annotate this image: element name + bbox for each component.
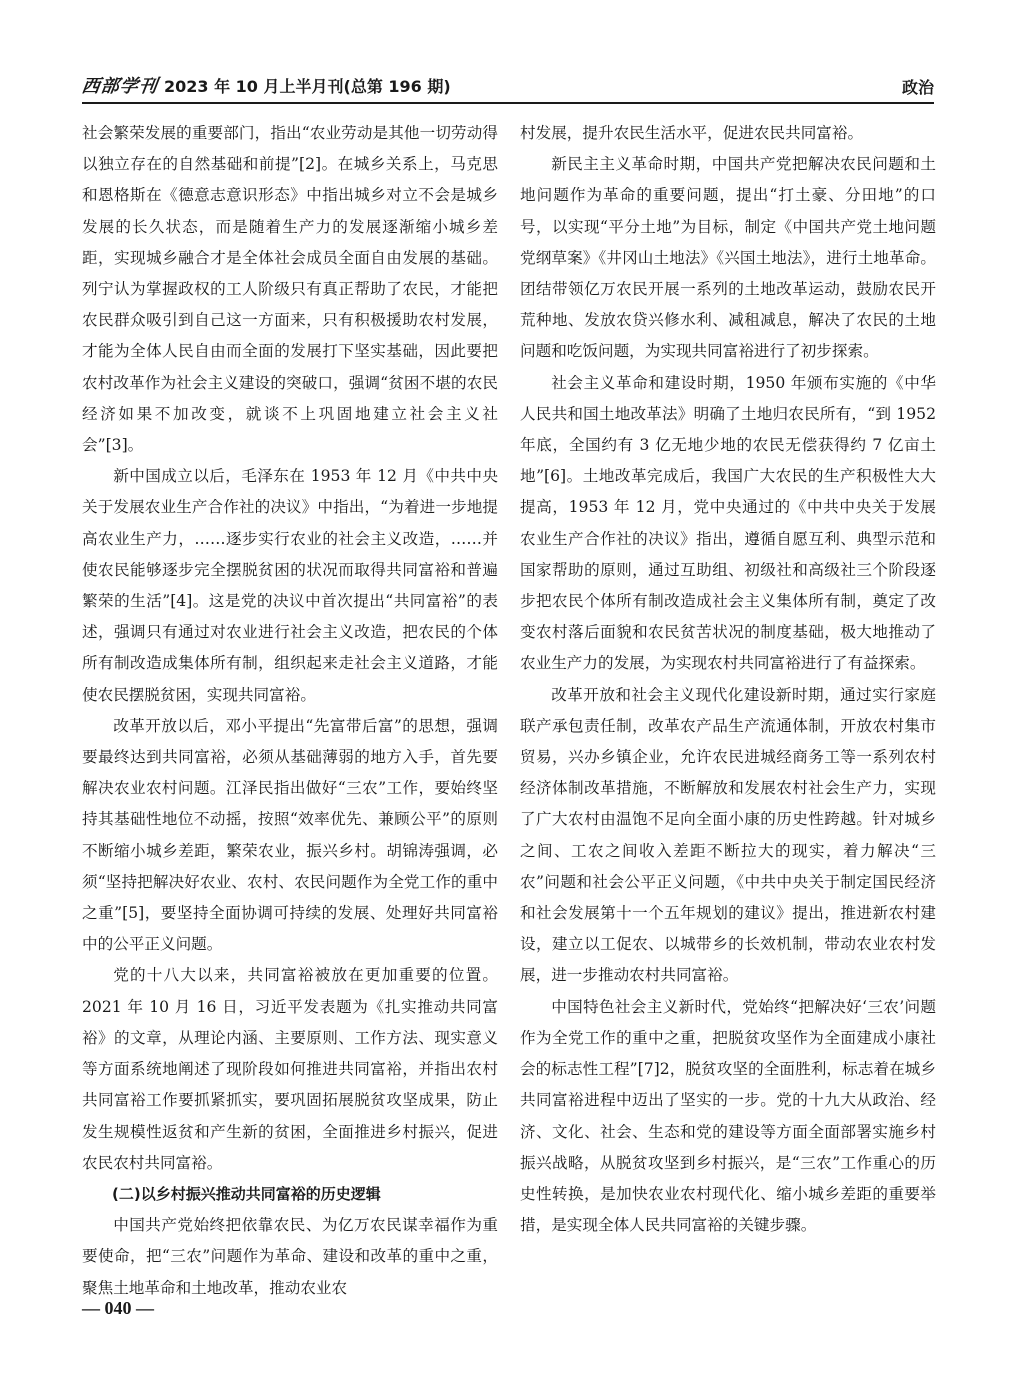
paragraph: 社会主义革命和建设时期，1950 年颁布实施的《中华人民共和国土地改革法》明确了土地归农民所有，“到 1952 年底，全国约有 3 亿无地少地的农民无偿获得约 7 亿亩土地”[6]。土地改革完成后，我国广大农民的生产积极性大大提高，1953 年 12 月，党中央通过的《中共中央关于发展农业生产合作社的决议》指出，遵循自愿互利、典型示范和国家帮助的原则，通过互助组、初级社和高级社三个阶段逐步把农民个体所有制改造成社会主义集体所有制，奠定了改变农村落后面貌和农民贫苦状况的制度基础，极大地推动了农业生产力的发展，为实现农村共同富裕进行了有益探索。 bbox=[520, 373, 936, 673]
paragraph: 新中国成立以后，毛泽东在 1953 年 12 月《中共中央关于发展农业生产合作社的决议》中指出，“为着进一步地提高农业生产力，……逐步实行农业的社会主义改造，……并使农民能够逐步完全摆脱贫困的状况而取得共同富裕和普遍繁荣的生活”[4]。这是党的决议中首次提出“共同富裕”的表述，强调只有通过对农业进行社会主义改造，把农民的个体所有制改造成集体所有制，组织起来走社会主义道路，才能使农民摆脱贫困，实现共同富裕。 bbox=[82, 467, 498, 704]
paragraph: 改革开放以后，邓小平提出“先富带后富”的思想，强调要最终达到共同富裕，必须从基础薄弱的地方入手，首先要解决农业农村问题。江泽民指出做好“三农”工作，要始终坚持其基础性地位不动摇，按照“效率优先、兼顾公平”的原则不断缩小城乡差距，繁荣农业，振兴乡村。胡锦涛强调，必须“坚持把解决好农业、农村、农民问题作为全党工作的重中之重”[5]，要坚持全面协调可持续的发展、处理好共同富裕中的公平正义问题。 bbox=[82, 716, 498, 954]
section-heading: (二)以乡村振兴推动共同富裕的历史逻辑 bbox=[112, 1184, 381, 1203]
journal-logo: 西部学刊 bbox=[80, 76, 160, 97]
issue-info: 2023 年 10 月上半月刊(总第 196 期) bbox=[164, 77, 451, 96]
left-column bbox=[82, 118, 498, 1304]
header-left bbox=[82, 72, 451, 98]
page-number: — 040 — bbox=[82, 1298, 154, 1318]
paragraph: 党的十八大以来，共同富裕被放在更加重要的位置。2021 年 10 月 16 日，习近平发表题为《扎实推动共同富裕》的文章，从理论内涵、主要原则、工作方法、现实意义等方面系统地阐述了现阶段如何推进共同富裕，并指出农村共同富裕工作要抓紧抓实，要巩固拓展脱贫攻坚成果，防止发生规模性返贫和产生新的贫困，全面推进乡村振兴，促进农民农村共同富裕。 bbox=[82, 966, 498, 1172]
paragraph: 村发展，提升农民生活水平，促进农民共同富裕。 bbox=[520, 124, 864, 142]
page-header bbox=[82, 68, 934, 104]
right-column bbox=[520, 118, 936, 1241]
paragraph: 中国共产党始终把依靠农民、为亿万农民谋幸福作为重要使命，把“三农”问题作为革命、建设和改革的重中之重，聚焦土地革命和土地改革，推动农业农 bbox=[82, 1216, 498, 1297]
paragraph: 社会繁荣发展的重要部门，指出“农业劳动是其他一切劳动得以独立存在的自然基础和前提”[2]。在城乡关系上，马克思和恩格斯在《德意志意识形态》中指出城乡对立不会是城乡发展的长久状态，而是随着生产力的发展逐渐缩小城乡差距，实现城乡融合才是全体社会成员全面自由发展的基础。列宁认为掌握政权的工人阶级只有真正帮助了农民，才能把农民群众吸引到自己这一方面来，只有积极援助农村发展，才能为全体人民自由而全面的发展打下坚实基础，因此要把农村改革作为社会主义建设的突破口，强调“贫困不堪的农民经济如果不加改变，就谈不上巩固地建立社会主义社会”[3]。 bbox=[82, 124, 498, 455]
section-name: 政治 bbox=[901, 78, 934, 97]
paragraph: 改革开放和社会主义现代化建设新时期，通过实行家庭联产承包责任制，改革农产品生产流通体制，开放农村集市贸易，兴办乡镇企业，允许农民进城经商务工等一系列农村经济体制改革措施，不断解放和发展农村社会生产力，实现了广大农村由温饱不足向全面小康的历史性跨越。针对城乡之间、工农之间收入差距不断拉大的现实，着力解决“三农”问题和社会公平正义问题，《中共中央关于制定国民经济和社会发展第十一个五年规划的建议》提出，推进新农村建设，建立以工促农、以城带乡的长效机制，带动农业农村发展，进一步推动农村共同富裕。 bbox=[520, 685, 936, 985]
paragraph: 新民主主义革命时期，中国共产党把解决农民问题和土地问题作为革命的重要问题，提出“打土豪、分田地”的口号，以实现“平分土地”为目标，制定《中国共产党土地问题党纲草案》《井冈山土地法》《兴国土地法》，进行土地革命。团结带领亿万农民开展一系列的土地改革运动，鼓励农民开荒种地、发放农贷兴修水利、减租减息，解决了农民的土地问题和吃饭问题，为实现共同富裕进行了初步探索。 bbox=[520, 155, 936, 361]
paragraph: 中国特色社会主义新时代，党始终“把解决好‘三农’问题作为全党工作的重中之重，把脱贫攻坚作为全面建成小康社会的标志性工程”[7]2，脱贫攻坚的全面胜利，标志着在城乡共同富裕进程中迈出了坚实的一步。党的十九大从政治、经济、文化、社会、生态和党的建设等方面全面部署实施乡村振兴战略，从脱贫攻坚到乡村振兴，是“三农”工作重心的历史性转换，是加快农业农村现代化、缩小城乡差距的重要举措，是实现全体人民共同富裕的关键步骤。 bbox=[520, 997, 936, 1235]
